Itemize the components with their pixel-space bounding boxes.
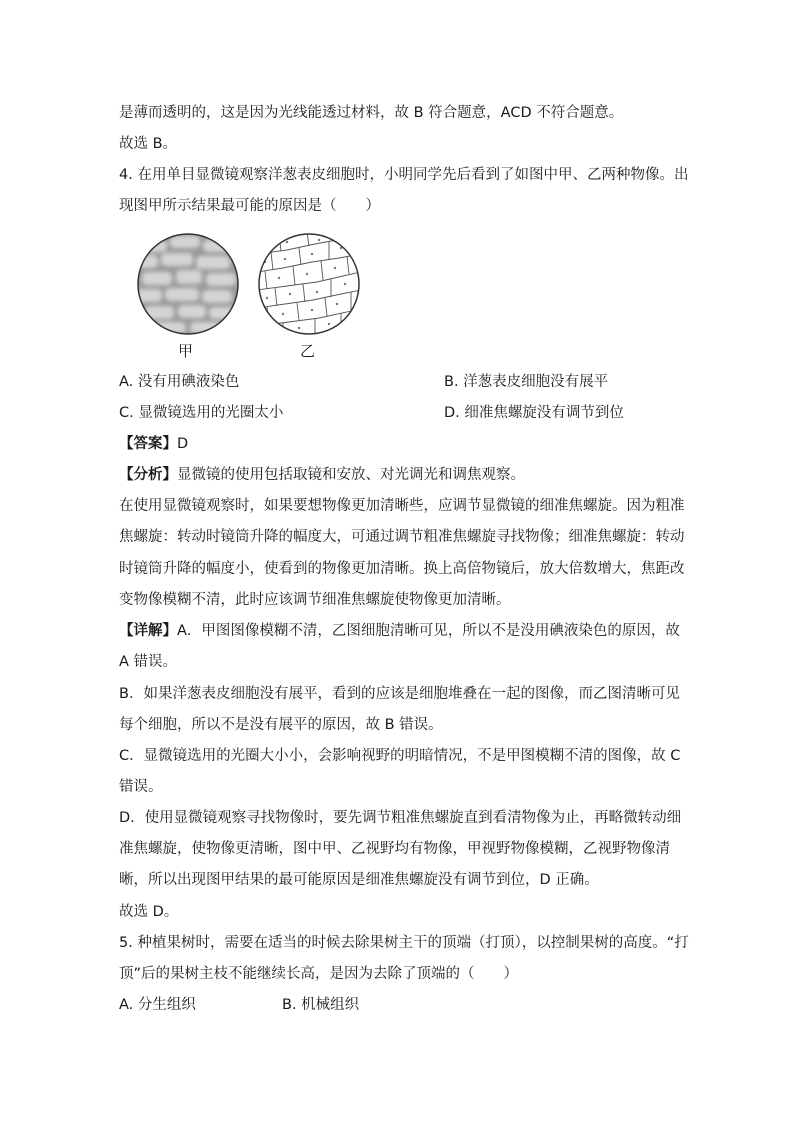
text-line: 准焦螺旋，使物像更清晰，图中甲、乙视野均有物像，甲视野物像模糊，乙视野物像清 — [119, 841, 670, 857]
analysis-line — [119, 465, 525, 485]
text-line: 时镜筒升降的幅度小，使看到的物像更加清晰。换上高倍物镜后，放大倍数增大，焦距改 — [119, 561, 685, 577]
question-5-stem: 顶”后的果树主枝不能继续长高，是因为去除了顶端的（ ） — [119, 966, 519, 982]
text-line: 错误。 — [119, 779, 163, 795]
option-b: B. 洋葱表皮细胞没有展平 — [444, 374, 609, 390]
question-4-stem: 现图甲所示结果最可能的原因是（ ） — [119, 198, 380, 214]
figure-blurry-cells — [136, 232, 240, 336]
option-d: D. 细准焦螺旋没有调节到位 — [444, 405, 624, 421]
option-c: C. 显微镜选用的光圈太小 — [119, 405, 284, 421]
option-a: A. 没有用碘液染色 — [119, 374, 240, 390]
answer-line — [119, 434, 188, 454]
text-line: 晰，所以出现图甲结果的最可能原因是细准焦螺旋没有调节到位，D 正确。 — [119, 872, 599, 888]
text-line: 焦螺旋：转动时镜筒升降的幅度大，可通过调节粗准焦螺旋寻找物像；细准焦螺旋：转动 — [119, 529, 685, 545]
text-line: 故选 D。 — [119, 904, 179, 920]
figure-clear-cells — [257, 232, 361, 336]
text-line: B．如果洋葱表皮细胞没有展平，看到的应该是细胞堆叠在一起的图像，而乙图清晰可见 — [119, 686, 680, 702]
question-5-stem: 5. 种植果树时，需要在适当的时候去除果树主干的顶端（打顶），以控制果树的高度。“打 — [119, 935, 689, 951]
text-line: 变物像模糊不清，此时应该调节细准焦螺旋使物像更加清晰。 — [119, 592, 511, 608]
question-4-stem: 4. 在用单目显微镜观察洋葱表皮细胞时，小明同学先后看到了如图中甲、乙两种物像。出 — [119, 167, 689, 183]
detail-tag: 【详解】 — [119, 623, 177, 639]
analysis-text: 显微镜的使用包括取镜和安放、对光调光和调焦观察。 — [177, 467, 525, 483]
q5-option-b: B. 机械组织 — [282, 997, 360, 1013]
detail-text: A．甲图图像模糊不清，乙图细胞清晰可见，所以不是没用碘液染色的原因，故 — [177, 623, 680, 639]
text-line: 每个细胞，所以不是没有展平的原因，故 B 错误。 — [119, 717, 443, 733]
text-line: 是薄而透明的，这是因为光线能透过材料，故 B 符合题意，ACD 不符合题意。 — [119, 105, 624, 121]
text-line: 在使用显微镜观察时，如果要想物像更加清晰些，应调节显微镜的细准焦螺旋。因为粗准 — [119, 498, 685, 514]
text-line: A 错误。 — [119, 654, 178, 670]
q5-option-a: A. 分生组织 — [119, 997, 196, 1013]
detail-line — [119, 621, 680, 641]
text-line: 故选 B。 — [119, 136, 178, 152]
answer-tag: 【答案】 — [119, 436, 177, 452]
figure-label-b: 乙 — [300, 342, 316, 360]
analysis-tag: 【分析】 — [119, 467, 177, 483]
figure-label-a: 甲 — [178, 342, 194, 360]
text-line: C．显微镜选用的光圈大小小，会影响视野的明暗情况，不是甲图模糊不清的图像，故 C — [119, 748, 681, 764]
text-line: D．使用显微镜观察寻找物像时，要先调节粗准焦螺旋直到看清物像为止，再略微转动细 — [119, 810, 682, 826]
answer-value: D — [177, 436, 189, 452]
